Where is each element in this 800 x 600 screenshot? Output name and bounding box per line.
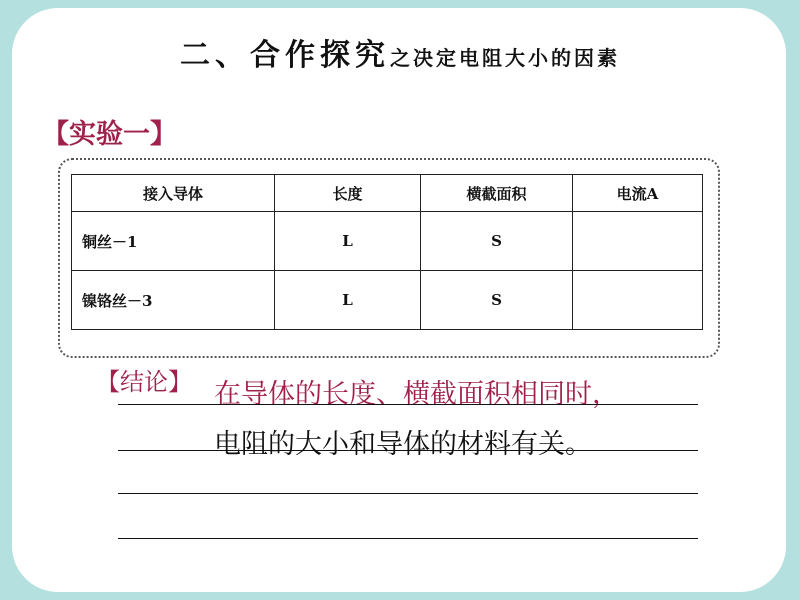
conclusion-label: 【结论】 [96,368,192,396]
table-cell: 铜丝－1 [72,212,275,271]
table-row [72,271,703,330]
answer-underline [118,493,698,494]
title-main: 二、合作探究 [180,38,390,73]
answer-underline [118,538,698,539]
table-cell: 镍铬丝－3 [72,271,275,330]
answer-underline [118,404,698,405]
slide-title [0,30,800,74]
answer-underline [118,450,698,451]
header-cell: 电流A [573,175,703,212]
header-cell: 接入导体 [72,175,275,212]
table-cell: S [421,212,573,271]
header-cell: 横截面积 [421,175,573,212]
header-cell: 长度 [275,175,421,212]
title-sub: 之决定电阻大小的因素 [390,46,620,70]
table-cell [573,271,703,330]
conclusion-line-2: 电阻的大小和导体的材料有关。 [214,429,592,460]
table-cell: L [275,212,421,271]
table-cell [573,212,703,271]
table-cell: S [421,271,573,330]
experiment-table [71,174,703,330]
conclusion-line-1: 在导体的长度、横截面积相同时， [214,379,619,410]
table-cell: L [275,271,421,330]
experiment-heading: 【实验一】 [42,119,177,150]
table-header-row [72,175,703,212]
table-row [72,212,703,271]
